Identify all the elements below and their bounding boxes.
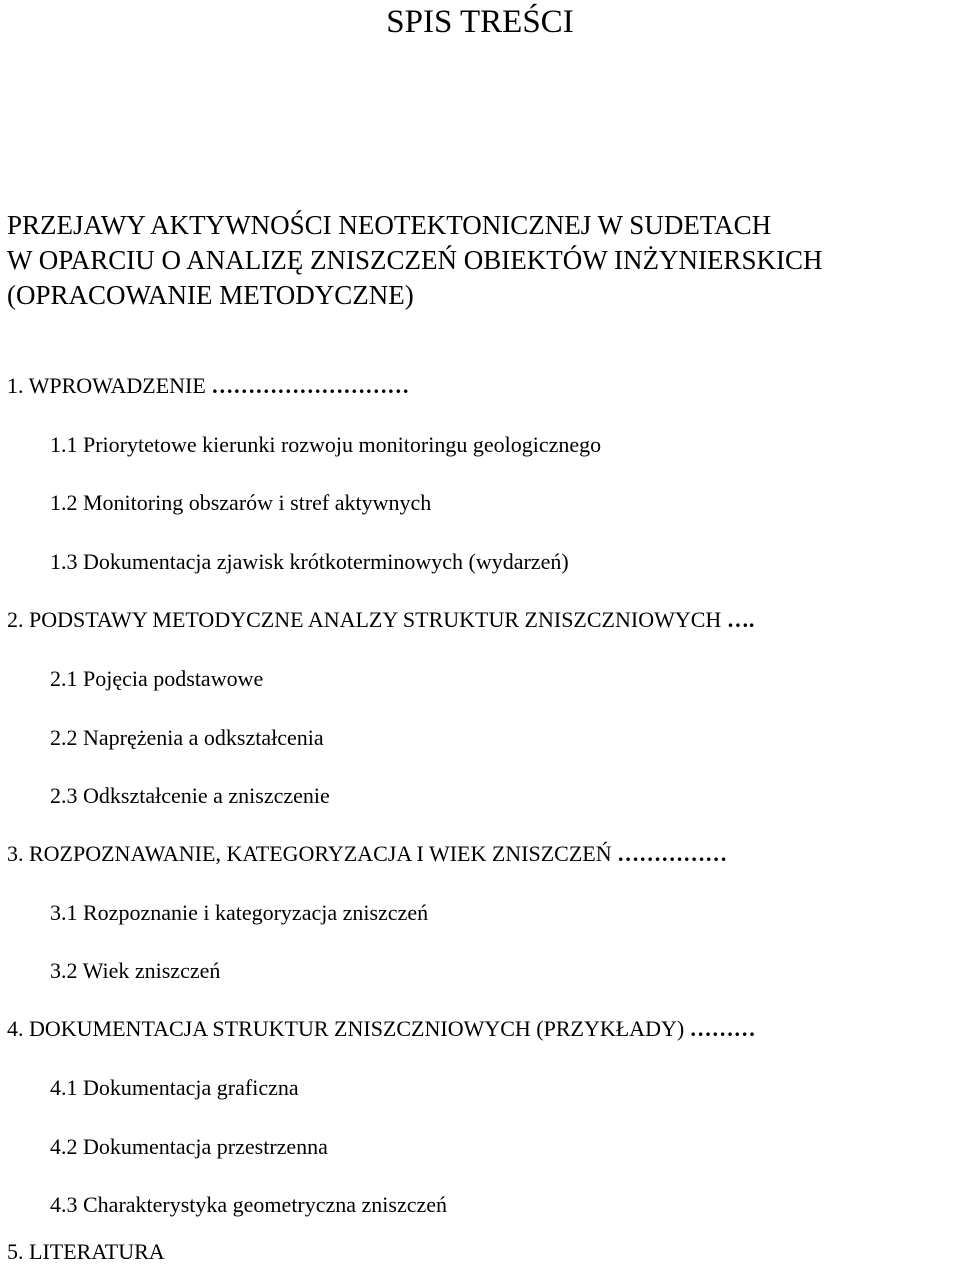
toc-item-3-2	[50, 958, 220, 984]
toc-item-2	[7, 607, 754, 633]
toc-item-label: 4.1 Dokumentacja graficzna	[50, 1075, 299, 1100]
toc-item-label: 1.2 Monitoring obszarów i stref aktywnych	[50, 490, 432, 515]
toc-item-2-2	[50, 725, 324, 751]
toc-item-label: 3.1 Rozpoznanie i kategoryzacja zniszczeń	[50, 900, 429, 925]
toc-leader-dots: ………………………	[211, 373, 410, 398]
toc-leader-dots: ….	[726, 607, 755, 632]
toc-item-1-3	[50, 549, 569, 575]
toc-item-label: 3.2 Wiek zniszczeń	[50, 958, 221, 983]
toc-item-label: 3. ROZPOZNAWANIE, KATEGORYZACJA I WIEK ZNISZCZEŃ	[7, 841, 612, 866]
toc-item-4-1	[50, 1075, 299, 1101]
toc-item-4	[7, 1016, 756, 1042]
toc-item-3-1	[50, 900, 428, 926]
document-title-line-1: PRZEJAWY AKTYWNOŚCI NEOTEKTONICZNEJ W SUDETACH	[7, 210, 772, 240]
toc-item-label: 1. WPROWADZENIE	[7, 373, 206, 398]
document-title-line-2: W OPARCIU O ANALIZĘ ZNISZCZEŃ OBIEKTÓW INŻYNIERSKICH	[7, 245, 823, 275]
toc-item-label: 1.1 Priorytetowe kierunki rozwoju monitoringu geologicznego	[50, 432, 602, 457]
page-title: SPIS TREŚCI	[386, 4, 574, 40]
toc-item-label: 2.1 Pojęcia podstawowe	[50, 666, 264, 691]
toc-item-2-1	[50, 666, 263, 692]
toc-item-label: 4.3 Charakterystyka geometryczna zniszczeń	[50, 1192, 448, 1217]
toc-item-label: 2. PODSTAWY METODYCZNE ANALZY STRUKTUR ZNISZCZNIOWYCH	[7, 607, 722, 632]
toc-item-4-2	[50, 1134, 328, 1160]
toc-item-label: 4. DOKUMENTACJA STRUKTUR ZNISZCZNIOWYCH (PRZYKŁADY)	[7, 1016, 685, 1041]
toc-item-label: 2.2 Naprężenia a odkształcenia	[50, 725, 324, 750]
toc-item-label: 2.3 Odkształcenie a zniszczenie	[50, 783, 330, 808]
toc-item-1	[7, 373, 409, 399]
toc-item-1-2	[50, 490, 431, 516]
toc-item-label: 1.3 Dokumentacja zjawisk krótkoterminowych (wydarzeń)	[50, 549, 569, 574]
document-title-line-3: (OPRACOWANIE METODYCZNE)	[7, 280, 414, 310]
toc-item-label: 5. LITERATURA	[7, 1239, 165, 1264]
toc-item-4-3	[50, 1192, 447, 1218]
toc-item-3	[7, 841, 727, 867]
toc-item-2-3	[50, 783, 330, 809]
document-title	[7, 208, 822, 313]
toc-item-5	[7, 1239, 165, 1265]
toc-item-1-1	[50, 432, 601, 458]
toc-leader-dots: ……………	[617, 841, 728, 866]
toc-leader-dots: ………	[689, 1016, 756, 1041]
toc-item-label: 4.2 Dokumentacja przestrzenna	[50, 1134, 328, 1159]
